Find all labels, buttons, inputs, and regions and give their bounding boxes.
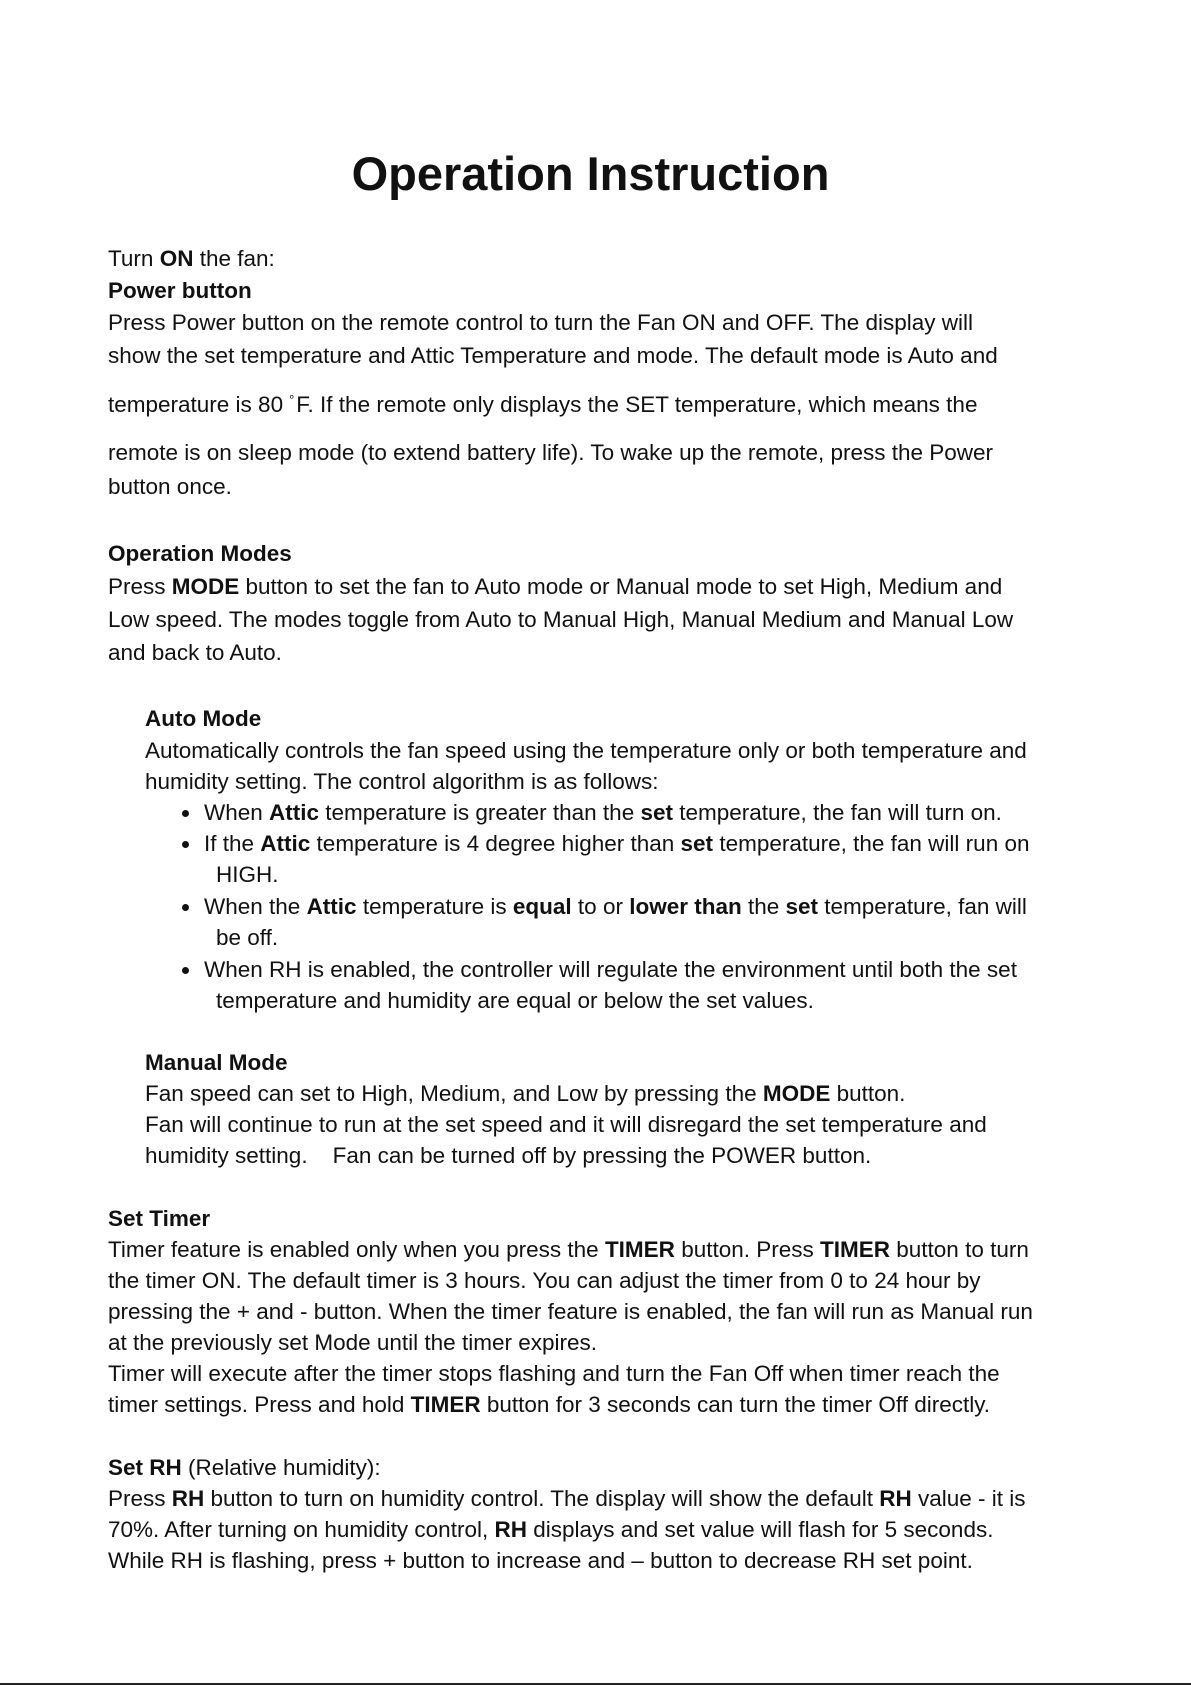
auto-bullet-2 xyxy=(204,833,1029,856)
power-line-1: Press Power button on the remote control to turn the Fan ON and OFF. The display will xyxy=(108,310,973,335)
auto-bullet-3 xyxy=(204,896,1027,919)
bullet-dot xyxy=(182,904,189,911)
text-span: When xyxy=(204,800,270,825)
text-span: the xyxy=(741,894,786,919)
set-rh-line-2 xyxy=(108,1519,993,1542)
text-span: Fan speed can set to High, Medium, and Low by pressing the xyxy=(145,1081,763,1106)
rh-bold: RH xyxy=(879,1486,912,1511)
text-span: Press xyxy=(108,574,172,599)
text-span: button. xyxy=(830,1081,906,1106)
text-span: to or xyxy=(571,894,630,919)
operation-modes-heading xyxy=(108,543,292,566)
text-span: Timer feature is enabled only when you press the xyxy=(108,1237,605,1262)
operation-modes-line-1 xyxy=(108,576,1002,599)
set-rh-line-1 xyxy=(108,1488,1026,1511)
timer-bold: TIMER xyxy=(604,1237,675,1262)
rh-bold: RH xyxy=(494,1517,527,1542)
bold-span: set xyxy=(640,800,673,825)
bold-span: set xyxy=(785,894,819,919)
text-span: 70%. After turning on humidity control, xyxy=(108,1517,495,1542)
power-line-3 xyxy=(108,393,977,417)
turn-on-heading xyxy=(108,248,275,271)
power-heading xyxy=(108,280,252,303)
bold-span: lower than xyxy=(629,894,742,919)
set-rh-heading xyxy=(108,1457,381,1480)
text-span: When the xyxy=(204,894,307,919)
text-span: value - it is xyxy=(911,1486,1026,1511)
set-timer-line-3: pressing the + and - button. When the timer feature is enabled, the fan will run as Manual run xyxy=(108,1299,1033,1324)
text-span: temperature is xyxy=(356,894,513,919)
turn-on-bold: ON xyxy=(159,246,194,271)
set-timer-line-5: Timer will execute after the timer stops flashing and turn the Fan Off when timer reach the xyxy=(108,1361,1000,1386)
auto-bullet-3-cont: be off. xyxy=(216,925,279,950)
page-title: Operation Instruction xyxy=(351,147,830,200)
text-span: temperature is 4 degree higher than xyxy=(310,831,681,856)
text-span: timer settings. Press and hold xyxy=(108,1392,411,1417)
auto-bullet-4: When RH is enabled, the controller will regulate the environment until both the set xyxy=(204,957,1017,982)
auto-bullet-4-cont: temperature and humidity are equal or below the set values. xyxy=(216,988,814,1013)
turn-on-prefix: Turn xyxy=(108,246,160,271)
timer-bold: TIMER xyxy=(820,1237,891,1262)
bold-span: Attic xyxy=(306,894,357,919)
mode-bold: MODE xyxy=(762,1081,831,1106)
text-span: temperature, the fan will turn on. xyxy=(673,800,1002,825)
auto-mode-line-1: Automatically controls the fan speed using the temperature only or both temperature and xyxy=(145,738,1027,763)
text-span: temperature, the fan will run on xyxy=(713,831,1030,856)
text-span: button. Press xyxy=(674,1237,821,1262)
auto-bullet-1 xyxy=(204,802,1002,825)
operation-modes-line-3: and back to Auto. xyxy=(108,640,282,665)
set-timer-line-4: at the previously set Mode until the timer expires. xyxy=(108,1330,597,1355)
manual-mode-heading xyxy=(145,1052,288,1075)
manual-mode-line-3: humidity setting. Fan can be turned off by pressing the POWER button. xyxy=(145,1143,872,1168)
text-span: displays and set value will flash for 5 seconds. xyxy=(526,1517,994,1542)
set-rh-heading-rest: (Relative humidity): xyxy=(181,1455,381,1480)
set-timer-line-2: the timer ON. The default timer is 3 hours. You can adjust the timer from 0 to 24 hour by xyxy=(108,1268,981,1293)
power-temp-prefix: temperature is 80 xyxy=(108,392,284,417)
turn-on-suffix: the fan: xyxy=(193,246,275,271)
power-heading-text: Power button xyxy=(108,278,252,303)
text-span: button to set the fan to Auto mode or Manual mode to set High, Medium and xyxy=(239,574,1003,599)
set-timer-heading-text: Set Timer xyxy=(108,1206,211,1231)
set-rh-line-3: While RH is flashing, press + button to increase and – button to decrease RH set point. xyxy=(108,1548,973,1573)
bullet-dot xyxy=(182,967,189,974)
mode-bold: MODE xyxy=(171,574,240,599)
text-span: temperature, fan will xyxy=(818,894,1027,919)
set-timer-line-6 xyxy=(108,1394,990,1417)
power-line-4: remote is on sleep mode (to extend battery life). To wake up the remote, press the Power xyxy=(108,440,994,465)
set-timer-line-1 xyxy=(108,1239,1029,1262)
auto-bullet-2-cont: HIGH. xyxy=(216,862,279,887)
power-line-2: show the set temperature and Attic Temperature and mode. The default mode is Auto and xyxy=(108,343,998,368)
bullet-dot xyxy=(182,810,189,817)
text-span: temperature is greater than the xyxy=(319,800,641,825)
bold-span: set xyxy=(680,831,714,856)
set-timer-heading xyxy=(108,1208,210,1231)
manual-mode-line-2: Fan will continue to run at the set speed and it will disregard the set temperature and xyxy=(145,1112,987,1137)
text-span: button for 3 seconds can turn the timer Off directly. xyxy=(480,1392,991,1417)
bold-span: Attic xyxy=(260,831,311,856)
operation-modes-heading-text: Operation Modes xyxy=(108,541,292,566)
power-temp-suffix: F. If the remote only displays the SET temperature, which means the xyxy=(296,392,978,417)
auto-mode-line-2: humidity setting. The control algorithm is as follows: xyxy=(145,769,659,794)
manual-mode-heading-text: Manual Mode xyxy=(145,1050,288,1075)
text-span: button to turn xyxy=(890,1237,1029,1262)
text-span: button to turn on humidity control. The display will show the default xyxy=(204,1486,880,1511)
timer-bold: TIMER xyxy=(410,1392,481,1417)
rh-bold: RH xyxy=(171,1486,205,1511)
manual-mode-line-1 xyxy=(145,1083,905,1106)
bold-span: Attic xyxy=(269,800,320,825)
power-line-5: button once. xyxy=(108,474,232,499)
set-rh-heading-bold: Set RH xyxy=(108,1455,182,1480)
auto-mode-heading-text: Auto Mode xyxy=(145,706,262,731)
text-span: If the xyxy=(204,831,261,856)
text-span: Press xyxy=(108,1486,172,1511)
degree-symbol: ° xyxy=(289,392,295,407)
bullet-dot xyxy=(182,841,189,848)
operation-modes-line-2: Low speed. The modes toggle from Auto to Manual High, Manual Medium and Manual Low xyxy=(108,607,1014,632)
auto-mode-heading xyxy=(145,708,261,731)
bold-span: equal xyxy=(512,894,572,919)
